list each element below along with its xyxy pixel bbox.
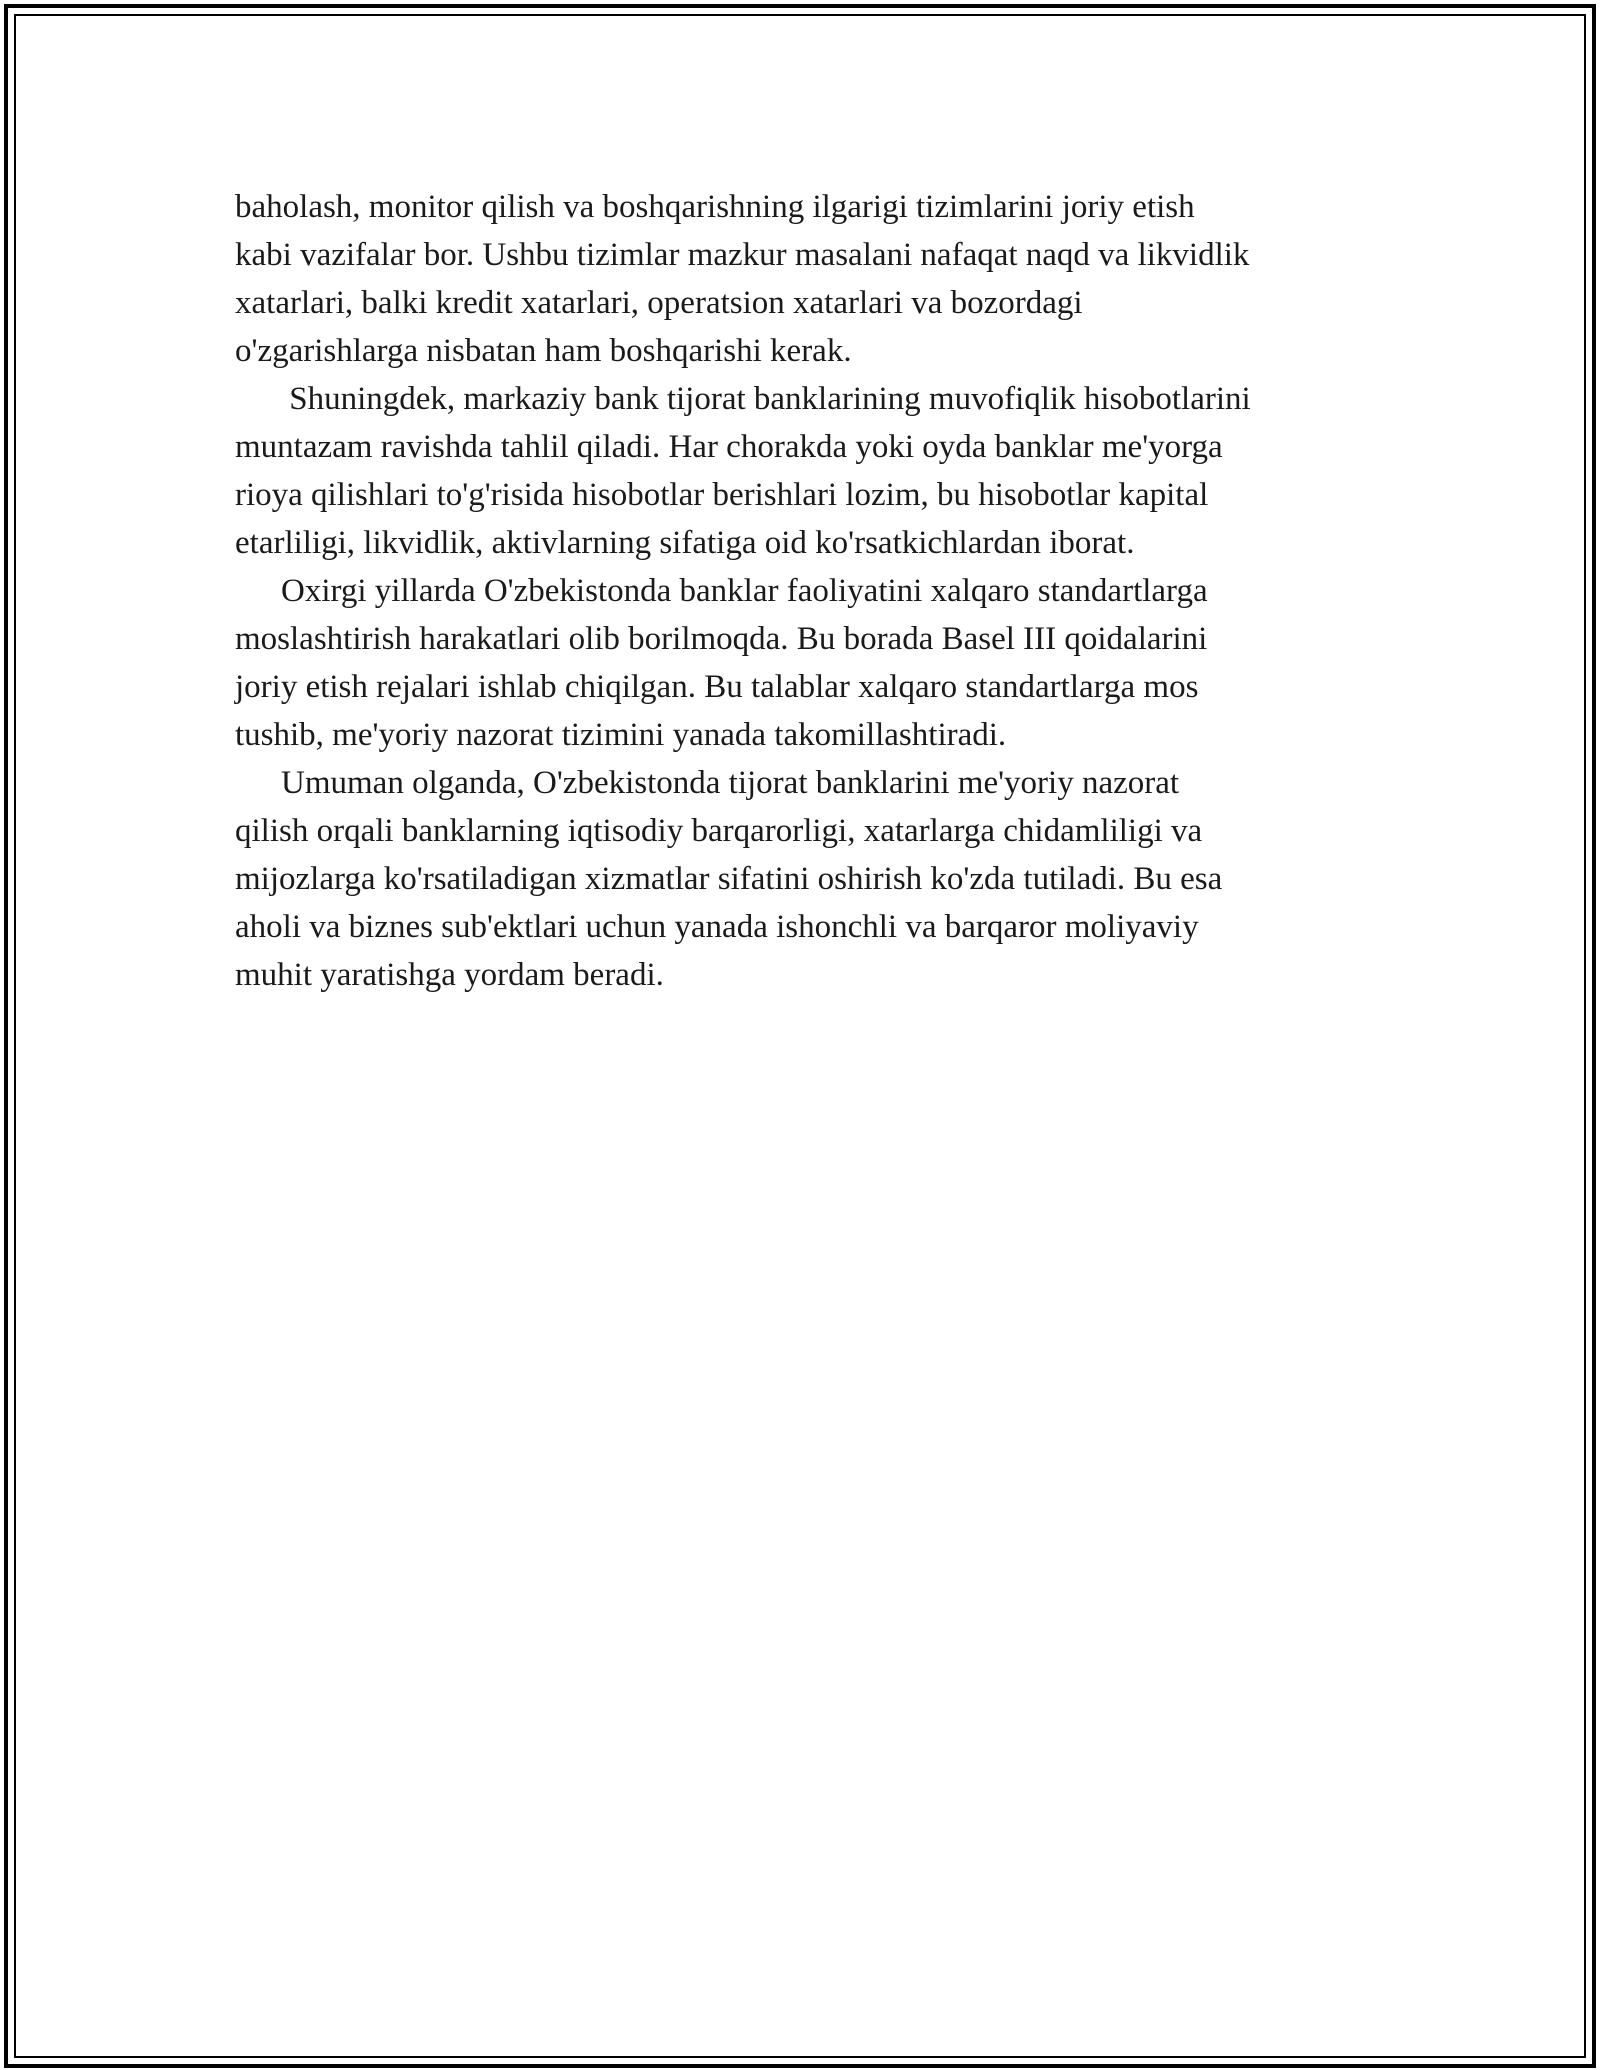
paragraph: [235, 183, 1375, 375]
text-line: Shuningdek, markaziy bank tijorat banklarining muvofiqlik hisobotlarini: [281, 381, 1251, 417]
text-line: aholi va biznes sub'ektlari uchun yanada ishonchli va barqaror moliyaviy: [235, 909, 1199, 945]
text-line: baholash, monitor qilish va boshqarishning ilgarigi tizimlarini joriy etish: [235, 189, 1195, 225]
text-line: rioya qilishlari to'g'risida hisobotlar berishlari lozim, bu hisobotlar kapital: [235, 477, 1209, 513]
text-line: Umuman olganda, O'zbekistonda tijorat banklarini me'yoriy nazorat: [281, 765, 1180, 801]
text-line: etarliligi, likvidlik, aktivlarning sifatiga oid ko'rsatkichlardan iborat.: [235, 525, 1135, 561]
paragraph: [235, 759, 1375, 999]
paragraph: [235, 375, 1375, 567]
text-line: mijozlarga ko'rsatiladigan xizmatlar sifatini oshirish ko'zda tutiladi. Bu esa: [235, 861, 1223, 897]
text-line: qilish orqali banklarning iqtisodiy barqarorligi, xatarlarga chidamliligi va: [235, 813, 1203, 849]
text-line: xatarlari, balki kredit xatarlari, operatsion xatarlari va bozordagi: [235, 285, 1083, 321]
text-line: o'zgarishlarga nisbatan ham boshqarishi kerak.: [235, 333, 852, 369]
text-line: Oxirgi yillarda O'zbekistonda banklar faoliyatini xalqaro standartlarga: [281, 573, 1208, 609]
text-line: moslashtirish harakatlari olib borilmoqda. Bu borada Basel III qoidalarini: [235, 621, 1208, 657]
text-line: muhit yaratishga yordam beradi.: [235, 957, 664, 993]
text-line: tushib, me'yoriy nazorat tizimini yanada takomillashtiradi.: [235, 717, 1007, 753]
paragraph: [235, 567, 1375, 759]
document-body: [235, 183, 1375, 999]
text-line: joriy etish rejalari ishlab chiqilgan. Bu talablar xalqaro standartlarga mos: [235, 669, 1199, 705]
text-line: muntazam ravishda tahlil qiladi. Har chorakda yoki oyda banklar me'yorga: [235, 429, 1223, 465]
text-line: kabi vazifalar bor. Ushbu tizimlar mazkur masalani nafaqat naqd va likvidlik: [235, 237, 1250, 273]
